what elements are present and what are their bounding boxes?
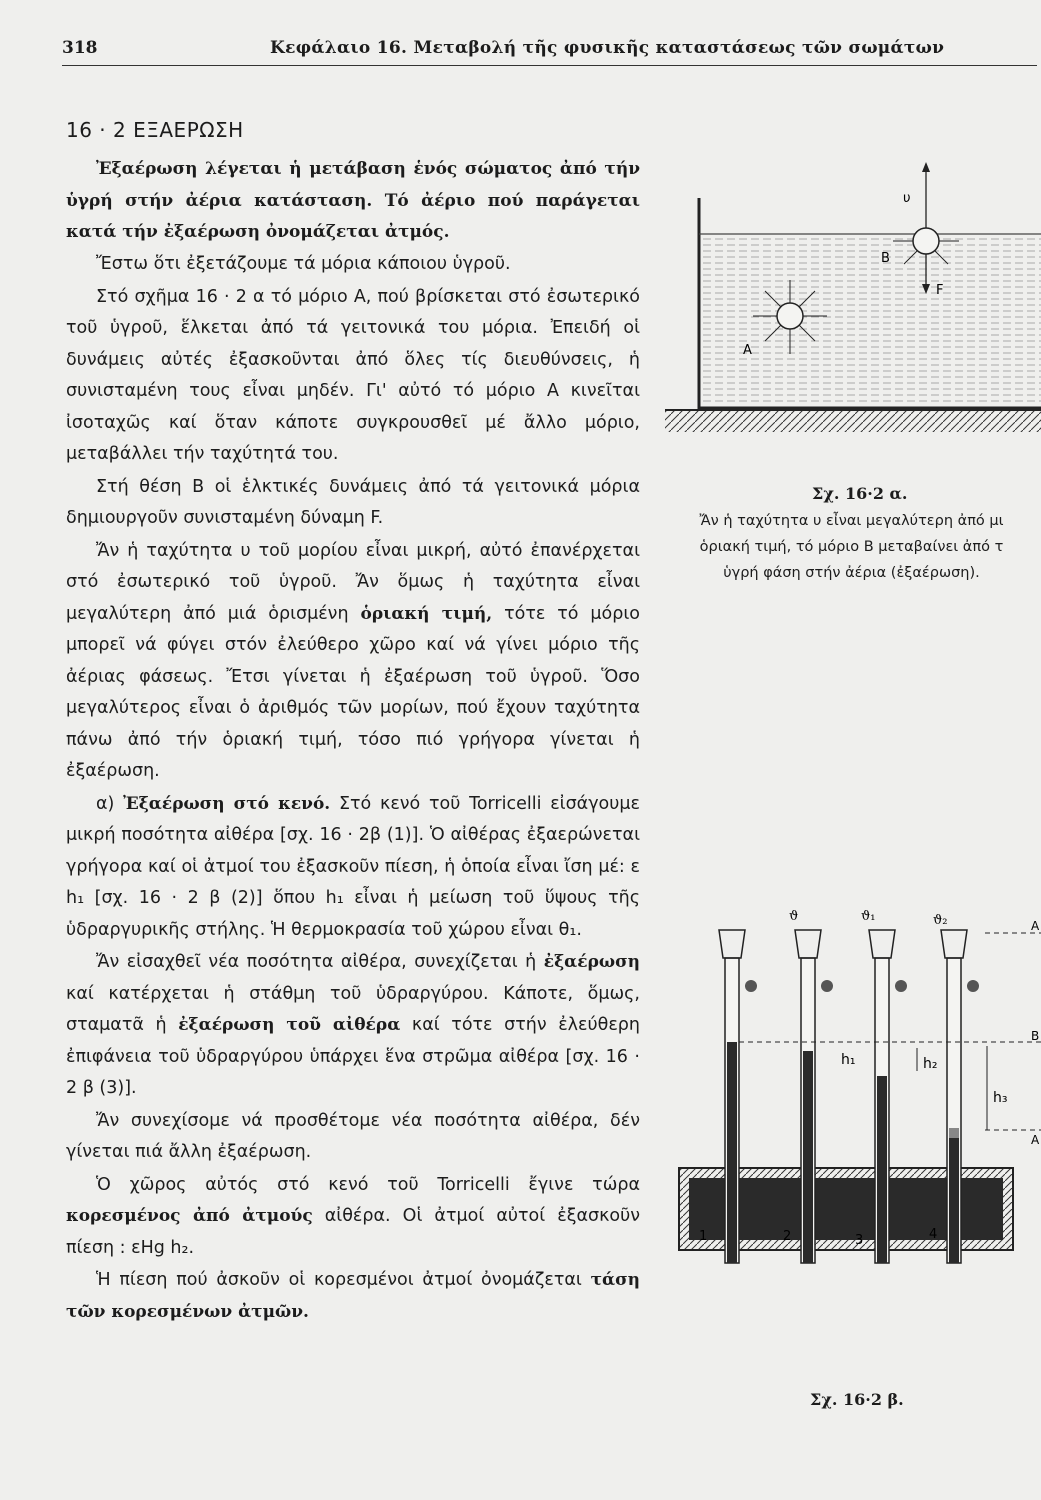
edge-label-b: B [1031, 1029, 1040, 1043]
figure-a-caption [662, 508, 1041, 586]
paragraph-6-text-c: καί τότε στήν ἐλεύθερη ἐπιφάνεια τοῦ ὑδραργύρου ὑπάρχει ἕνα στρῶμα αἰθέρα [σχ. 16 · 2 β (3)]. [66, 1015, 640, 1098]
paragraph-8-text-a: Ὁ χῶρος αὐτός στό κενό τοῦ Torricelli ἔγινε τώρα [96, 1174, 640, 1195]
paragraph-7: Ἄν συνεχίσομε νά προσθέτομε νέα ποσότητα αἰθέρα, δέν γίνεται πιά ἄλλη ἐξαέρωση. [66, 1110, 640, 1162]
paragraph-9-text-a: Ἡ πίεση πού ἀσκοῦν οἱ κορεσμένοι ἀτμοί ὀνομάζεται [96, 1270, 582, 1290]
paragraph-8 [66, 1170, 640, 1265]
paragraph-5-lead: α) [96, 793, 124, 814]
saturated-term: κορεσμένος ἀπό ἀτμούς [66, 1206, 313, 1226]
edge-label-top: A [1031, 919, 1040, 933]
temp-label-3: ϑ₂ [933, 913, 948, 928]
paragraph-6-text-b: καί κατέρχεται ἡ στάθμη τοῦ ὑδραργύρου. Κάποτε, ὅμως, σταματᾶ ἡ [66, 983, 640, 1035]
page-header [62, 38, 1037, 78]
paragraph-6-bold-2: ἐξαέρωση τοῦ αἰθέρα [178, 1015, 401, 1035]
definition-block [66, 154, 640, 249]
vacuum-evaporation-heading: Ἐξαέρωση στό κενό. [123, 793, 331, 814]
figure-16-2a [655, 158, 1041, 448]
paragraph-8-text-b: αἰθέρα. Οἱ ἀτμοί αὐτοί ἐξασκοῦν πίεση : εHg h₂. [66, 1206, 640, 1258]
definition-text: Ἐξαέρωση λέγεται ἡ μετάβαση ἑνός σώματος ἀπό τήν ὑγρή στήν ἀέρια κατάσταση. Τό ἀέριο πού παράγεται κατά τήν ἐξαέρωση ὀνομάζεται ἀτμός. [66, 159, 640, 242]
label-f: F [936, 283, 944, 298]
tube-label-1: 1 [699, 1229, 708, 1244]
paragraph-6-text-a: Ἄν εἰσαχθεῖ νέα ποσότητα αἰθέρα, συνεχίζεται ἡ [96, 952, 537, 972]
paragraph-5 [66, 789, 640, 947]
figure-a-caption-line-3: ὑγρή φάση στήν ἀέρια (ἐξαέρωση). [723, 565, 980, 581]
header-rule [62, 65, 1037, 66]
running-title: Κεφάλαιο 16. Μεταβολή τῆς φυσικῆς καταστάσεως τῶν σωμάτων [270, 38, 945, 58]
tube-label-3: 3 [855, 1233, 864, 1248]
liquid [699, 234, 1041, 406]
label-a: A [743, 343, 752, 358]
page-number: 318 [62, 38, 98, 58]
paragraph-2: Στό σχῆμα 16 · 2 α τό μόριο Α, πού βρίσκεται στό ἐσωτερικό τοῦ ὑγροῦ, ἕλκεται ἀπό τά γειτονικά του μόρια. Ἐπειδή οἱ δυνάμεις αὐτές ἐξασκοῦνται ἀπό ὅλες τίς διευθύνσεις, ἡ συνισταμένη τους εἶναι μηδέν. Γι' αὐτό τό μόριο Α κινεῖται ἰσοταχῶς καί ὅταν κάποτε συγκρουσθεῖ μέ ἄλλο μόριο, μεταβάλλει τήν ταχύτητά του. [66, 286, 640, 464]
label-h3: h₃ [993, 1090, 1008, 1106]
table-hatch [665, 410, 1041, 432]
figure-16-2b [655, 908, 1041, 1288]
label-b: B [881, 251, 890, 266]
paragraph-9 [66, 1265, 640, 1328]
paragraph-4-text-a: Ἄν ἡ ταχύτητα υ τοῦ μορίου εἶναι μικρή, αὐτό ἐπανέρχεται στό ἐσωτερικό τοῦ ὑγροῦ. Ἄν ὅμως ἡ ταχύτητα εἶναι μεγαλύτερη ἀπό μιά ὁρισμένη [66, 540, 640, 624]
label-h2: h₂ [923, 1056, 938, 1072]
section-title: 16 · 2 ΕΞΑΕΡΩΣΗ [66, 118, 244, 142]
temp-label-1: ϑ [789, 909, 799, 924]
figure-b-caption-title: Σχ. 16·2 β. [810, 1390, 904, 1409]
paragraph-1: Ἔστω ὅτι ἐξετάζουμε τά μόρια κάποιου ὑγροῦ. [96, 254, 511, 274]
limit-value-term: ὁριακή τιμή, [360, 603, 493, 624]
paragraph-6 [66, 947, 640, 1105]
label-h1: h₁ [841, 1052, 856, 1068]
figure-a-caption-line-2: ὁριακή τιμή, τό μόριο Β μεταβαίνει ἀπό τ [699, 539, 1004, 555]
figure-a-caption-title: Σχ. 16·2 α. [812, 484, 908, 503]
label-v: υ [903, 191, 911, 206]
vapor-pressure-term: τάση τῶν κορεσμένων ἀτμῶν. [66, 1270, 640, 1322]
paragraph-6-bold-1: ἐξαέρωση [543, 952, 640, 972]
paragraph-3: Στή θέση Β οἱ ἑλκτικές δυνάμεις ἀπό τά γειτονικά μόρια δημιουργοῦν συνισταμένη δύναμη F. [66, 476, 640, 528]
tube-label-2: 2 [783, 1229, 792, 1244]
edge-label-bottom: A [1031, 1133, 1040, 1147]
figure-a-caption-line-1: Ἄν ἡ ταχύτητα υ εἶναι μεγαλύτερη ἀπό μι [699, 513, 1004, 529]
temp-label-2: ϑ₁ [861, 909, 876, 924]
main-text [66, 249, 640, 1329]
paragraph-4-text-b: τότε τό μόριο μπορεῖ νά φύγει στόν ἐλεύθερο χῶρο καί νά γίνει μόριο τῆς ἀέριας φάσεως. Ἔτσι γίνεται ἡ ἐξαέρωση τοῦ ὑγροῦ. Ὅσο μεγαλύτερος εἶναι ὁ ἀριθμός τῶν μορίων, πού ἔχουν ταχύτητα πάνω ἀπό τήν ὁριακή τιμή, τόσο πιό γρήγορα γίνεται ἡ ἐξαέρωση. [66, 603, 641, 781]
paragraph-4 [66, 536, 640, 788]
paragraph-5-text: Στό κενό τοῦ Torricelli εἰσάγουμε μικρή ποσότητα αἰθέρα [σχ. 16 · 2β (1)]. Ὁ αἰθέρας ἐξαερώνεται γρήγορα καί οἱ ἀτμοί του ἐξασκοῦν πίεση, ἡ ὁποία εἶναι ἴση μέ: ε h₁ [σχ. 16 · 2 β (2)] ὅπου h₁ εἶναι ἡ μείωση τοῦ ὕψους τῆς ὑδραργυρικῆς στήλης. Ἡ θερμοκρασία τοῦ χώρου εἶναι θ₁. [66, 793, 640, 940]
tube-label-4: 4 [929, 1227, 938, 1242]
